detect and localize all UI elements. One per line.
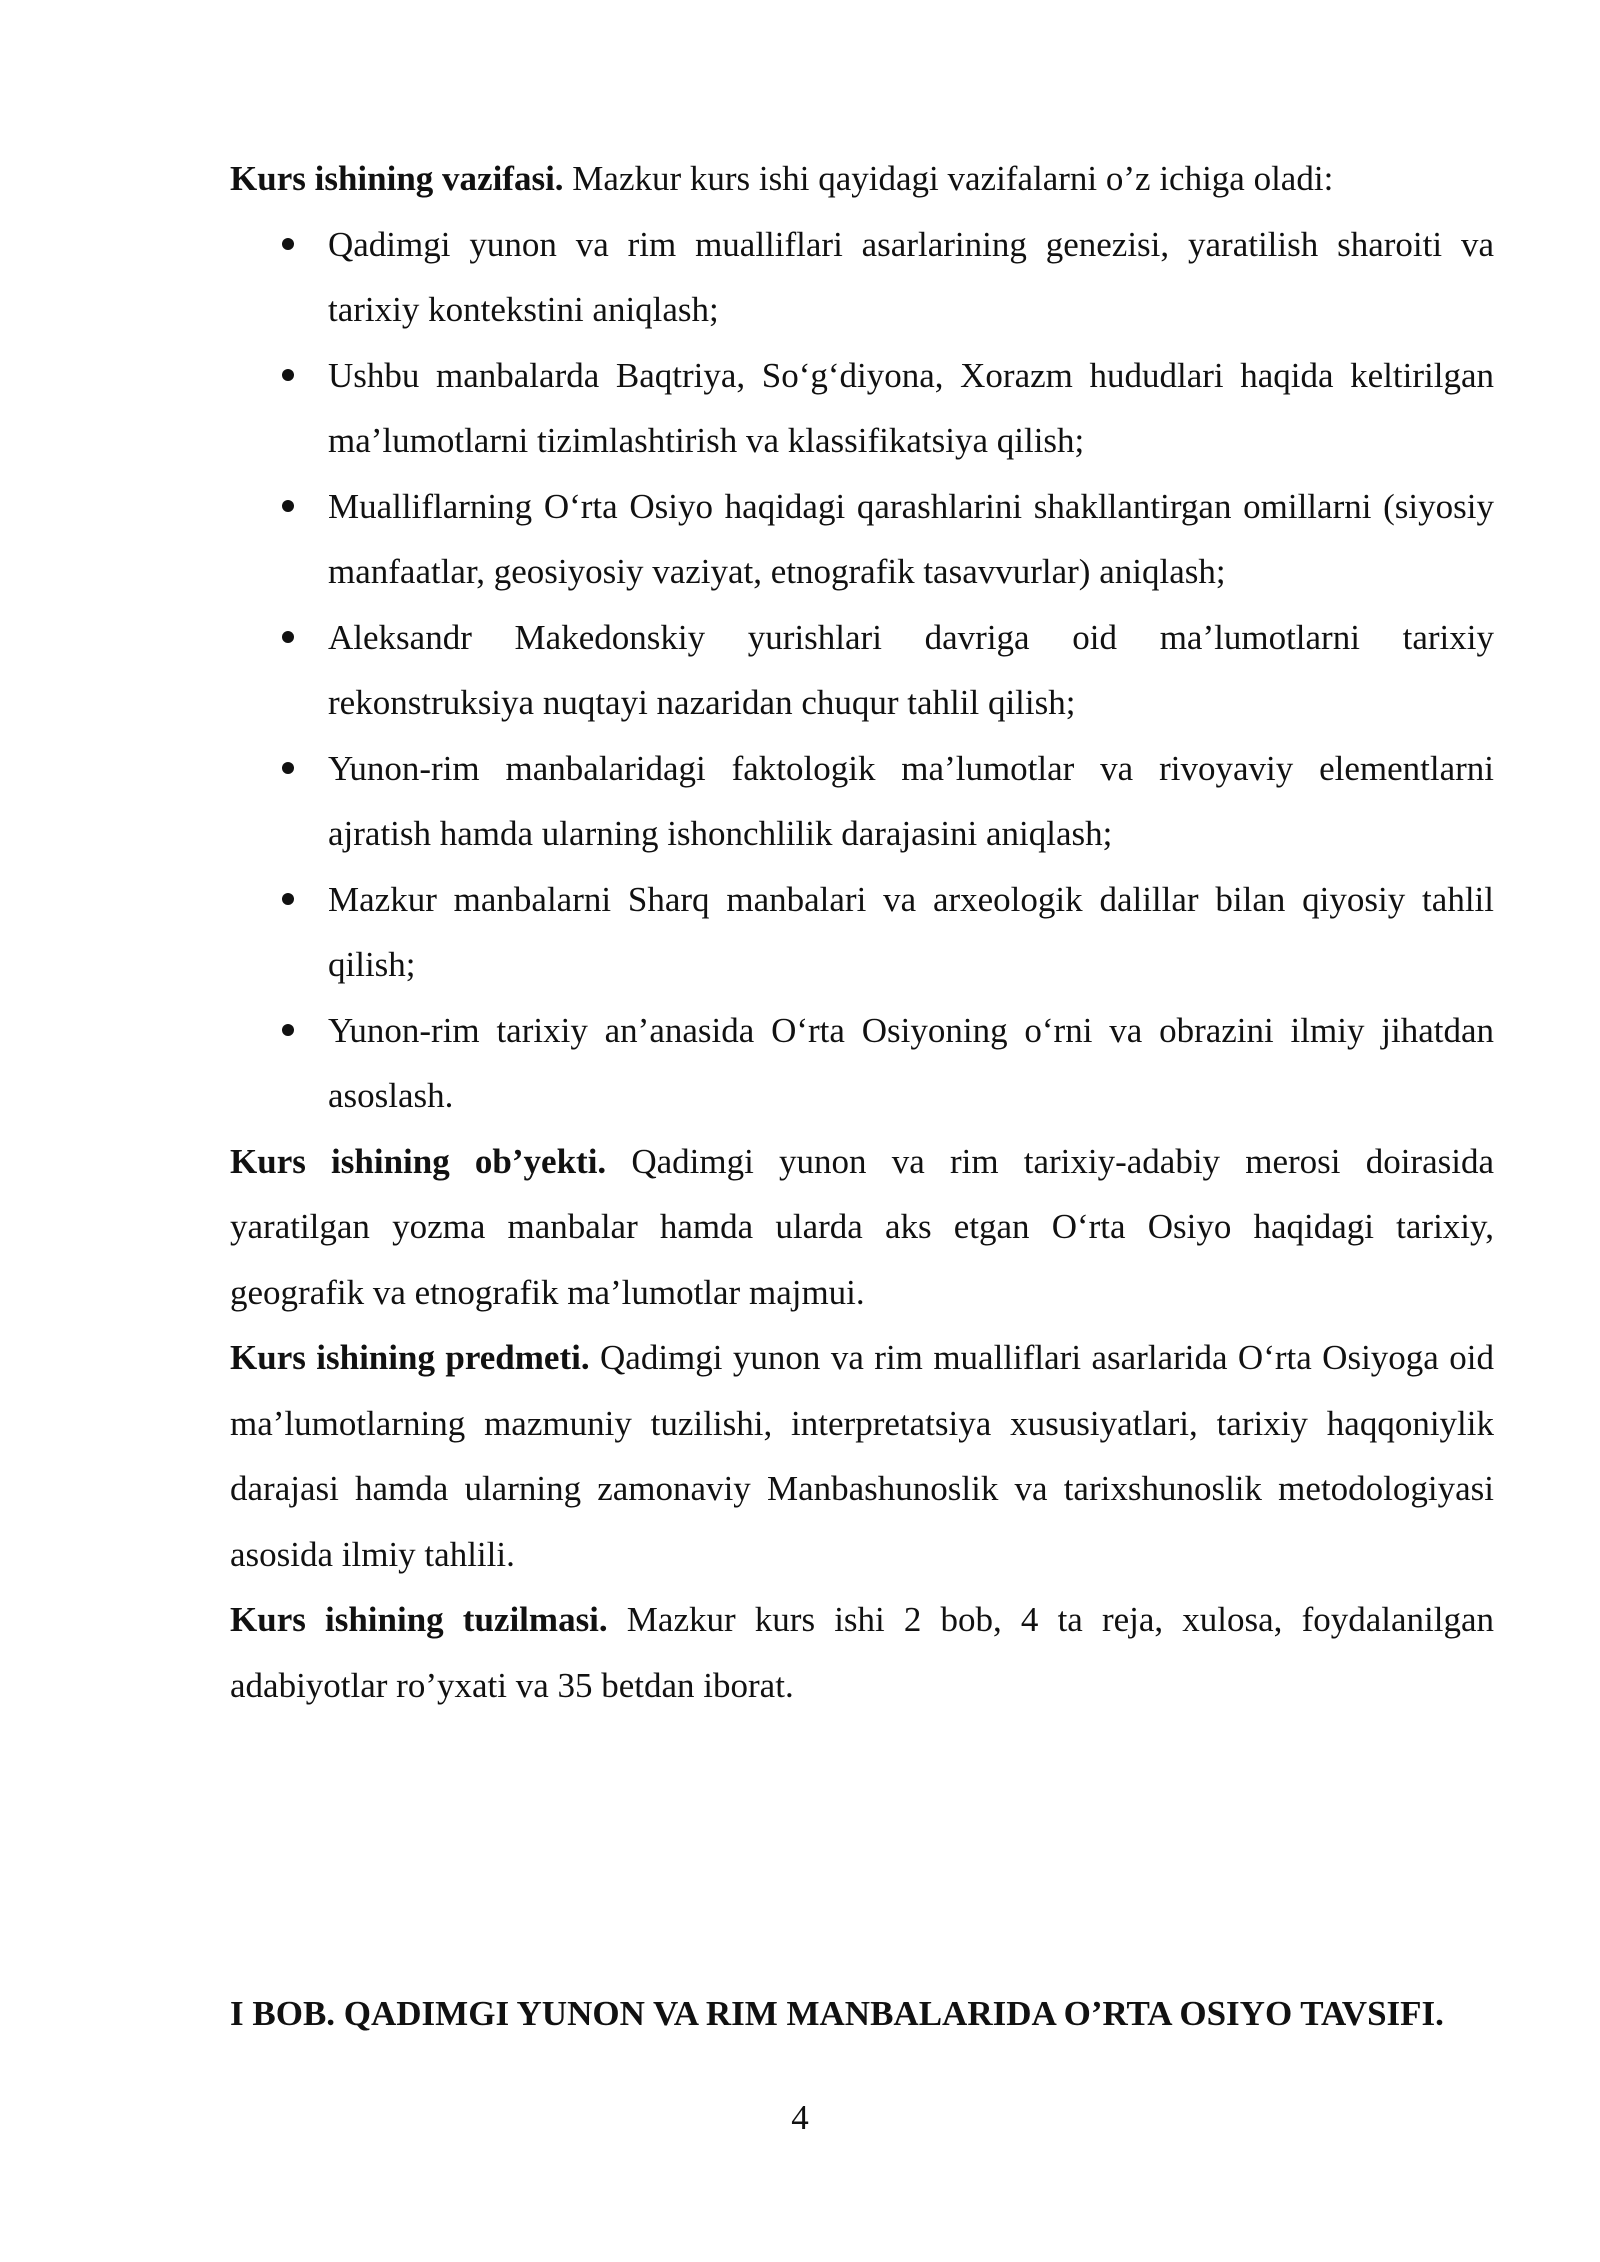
- page-number: 4: [791, 2098, 809, 2137]
- list-item: [230, 605, 1494, 736]
- predmeti-lead: Kurs ishining predmeti.: [230, 1338, 590, 1377]
- obyekti-paragraph: [230, 1129, 1494, 1326]
- list-item-text: Ushbu manbalarda Baqtriya, So‘g‘diyona, Xorazm hududlari haqida keltirilgan ma’lumotlarni tizimlashtirish va klassifikatsiya qilish;: [328, 355, 1494, 460]
- tuzilmasi-text: Mazkur kurs ishi 2 bob, 4 ta reja, xulosa, foydalanilgan adabiyotlar ro’yxati va 35 betdan iborat.: [230, 1600, 1494, 1705]
- vazifasi-lead: Kurs ishining vazifasi.: [230, 159, 564, 198]
- document-page: [230, 146, 1494, 2047]
- bullet-icon: [282, 369, 294, 381]
- bullet-icon: [282, 1024, 294, 1036]
- list-item-text: Aleksandr Makedonskiy yurishlari davriga oid ma’lumotlarni tarixiy rekonstruksiya nuqtayi nazaridan chuqur tahlil qilish;: [328, 617, 1494, 722]
- predmeti-paragraph: [230, 1325, 1494, 1587]
- list-item-text: Mazkur manbalarni Sharq manbalari va arxeologik dalillar bilan qiyosiy tahlil qilish;: [328, 879, 1494, 984]
- list-item: [230, 867, 1494, 998]
- list-item-text: Qadimgi yunon va rim mualliflari asarlarining genezisi, yaratilish sharoiti va tarixiy kontekstini aniqlash;: [328, 224, 1494, 329]
- bullet-icon: [282, 500, 294, 512]
- list-item-text: Mualliflarning O‘rta Osiyo haqidagi qarashlarini shakllantirgan omillarni (siyosiy manfaatlar, geosiyosiy vaziyat, etnografik tasavvurlar) aniqlash;: [328, 486, 1494, 591]
- task-list: [230, 212, 1494, 1129]
- chapter-heading: I BOB. QADIMGI YUNON VA RIM MANBALARIDA O’RTA OSIYO TAVSIFI.: [230, 1994, 1444, 2033]
- bullet-icon: [282, 762, 294, 774]
- vazifasi-paragraph: [230, 146, 1494, 212]
- list-item: [230, 998, 1494, 1129]
- list-item-text: Yunon-rim manbalaridagi faktologik ma’lumotlar va rivoyaviy elementlarni ajratish hamda ularning ishonchlilik darajasini aniqlash;: [328, 748, 1494, 853]
- list-item: [230, 343, 1494, 474]
- list-item-text: Yunon-rim tarixiy an’anasida O‘rta Osiyoning o‘rni va obrazini ilmiy jihatdan asoslash.: [328, 1010, 1494, 1115]
- bullet-icon: [282, 631, 294, 643]
- obyekti-text: Qadimgi yunon va rim tarixiy-adabiy merosi doirasida yaratilgan yozma manbalar hamda ularda aks etgan O‘rta Osiyo haqidagi tarixiy, geografik va etnografik ma’lumotlar majmui.: [230, 1141, 1494, 1312]
- tuzilmasi-paragraph: [230, 1587, 1494, 1718]
- list-item: [230, 736, 1494, 867]
- bullet-icon: [282, 238, 294, 250]
- vazifasi-text: Mazkur kurs ishi qayidagi vazifalarni o’z ichiga oladi:: [563, 159, 1334, 198]
- tuzilmasi-lead: Kurs ishining tuzilmasi.: [230, 1600, 608, 1639]
- predmeti-text: Qadimgi yunon va rim mualliflari asarlarida O‘rta Osiyoga oid ma’lumotlarning mazmuniy tuzilishi, interpretatsiya xususiyatlari, tarixiy haqqoniylik darajasi hamda ularning zamonaviy Manbashunoslik va tarixshunoslik metodologiyasi asosida ilmiy tahlili.: [230, 1338, 1494, 1574]
- bullet-icon: [282, 893, 294, 905]
- list-item: [230, 212, 1494, 343]
- obyekti-lead: Kurs ishining ob’yekti.: [230, 1141, 607, 1181]
- list-item: [230, 474, 1494, 605]
